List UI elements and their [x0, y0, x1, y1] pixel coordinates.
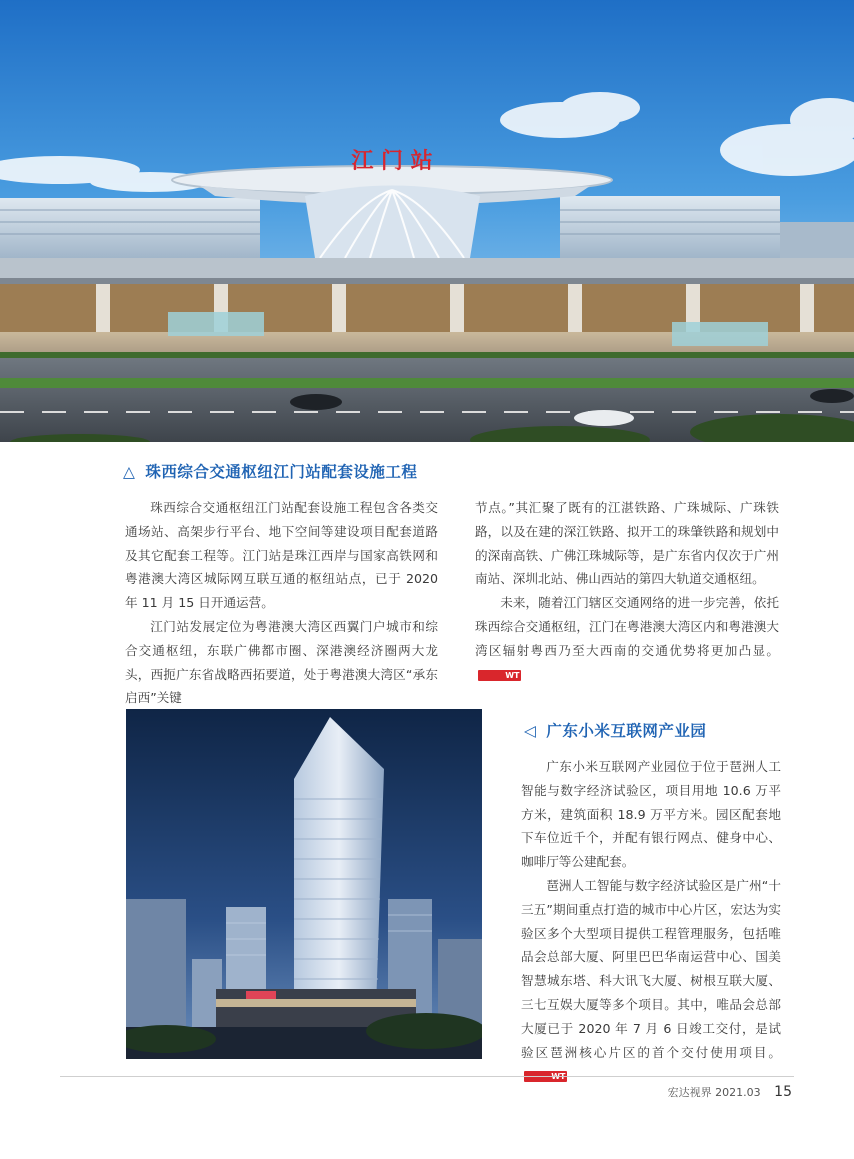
- end-mark-logo: WT: [478, 670, 521, 681]
- paragraph: 珠西综合交通枢纽江门站配套设施工程包含各类交通场站、高架步行平台、地下空间等建设项目配套道路及其它配套工程等。江门站是珠江西岸与国家高铁网和粤港澳大湾区城际网互联互通的枢纽站点，已于 2020 年 11 月 15 日开通运营。: [125, 500, 438, 611]
- paragraph-continued: 节点。”其汇聚了既有的江湛铁路、广珠城际、广珠铁路，以及在建的深江铁路、拟开工的珠肇铁路和规划中的深南高铁、广佛江珠城际等，是广东省内仅次于广州南站、深圳北站、佛山西站的第四大轨道交通枢纽。: [475, 500, 779, 587]
- page-number: 15: [774, 1084, 792, 1100]
- magazine-name: 宏达视界: [667, 1086, 712, 1099]
- triangle-left-outline-icon: ◁: [524, 722, 537, 740]
- paragraph-text: 未来，随着江门辖区交通网络的进一步完善，依托珠西综合交通枢纽，江门在粤港澳大湾区内和粤港澳大湾区辐射粤西乃至大西南的交通优势将更加凸显。: [475, 595, 779, 658]
- section-title-text: 珠西综合交通枢纽江门站配套设施工程: [145, 463, 418, 481]
- issue-number: 2021.03: [715, 1086, 761, 1099]
- section-title-jiangmen: [123, 460, 417, 482]
- paragraph: 江门站发展定位为粤港澳大湾区西翼门户城市和综合交通枢纽，东联广佛都市圈、深港澳经济圈两大龙头，西扼广东省战略西拓要道，处于粤港澳大湾区“承东启西”关键: [125, 618, 438, 706]
- paragraph: [521, 874, 781, 1088]
- footer-divider: [60, 1076, 794, 1077]
- paragraph-text: 琶洲人工智能与数字经济试验区是广州“十三五”期间重点打造的城市中心片区，宏达为实验区多个大型项目提供工程管理服务，包括唯品会总部大厦、阿里巴巴华南运营中心、国美智慧城东塔、科大讯飞大厦、树根互联大厦、三七互娱大厦等多个项目。其中，唯品会总部大厦已于 2020 年 7 月 6 日竣工交付，是试验区琶洲核心片区的首个交付使用项目。: [521, 877, 781, 1060]
- hero-image-jiangmen-station: [0, 0, 854, 442]
- article-column-xiaomi: [521, 755, 781, 1088]
- triangle-up-outline-icon: △: [123, 463, 136, 481]
- section-title-text: 广东小米互联网产业园: [546, 722, 707, 740]
- page-footer: [668, 1084, 792, 1100]
- article-column-left: [125, 496, 438, 710]
- paragraph: 广东小米互联网产业园位于位于琶洲人工智能与数字经济试验区，项目用地 10.6 万平方米，建筑面积 18.9 万平方米。园区配套地下车位近千个，并配有银行网点、健身中心、咖啡厅等公建配套。: [521, 759, 781, 870]
- section-title-xiaomi: [524, 719, 706, 741]
- xiaomi-park-tower-image: [126, 709, 482, 1059]
- paragraph: [475, 591, 779, 686]
- article-column-right: [475, 496, 779, 686]
- station-sign-text: 江 门 站: [351, 149, 433, 174]
